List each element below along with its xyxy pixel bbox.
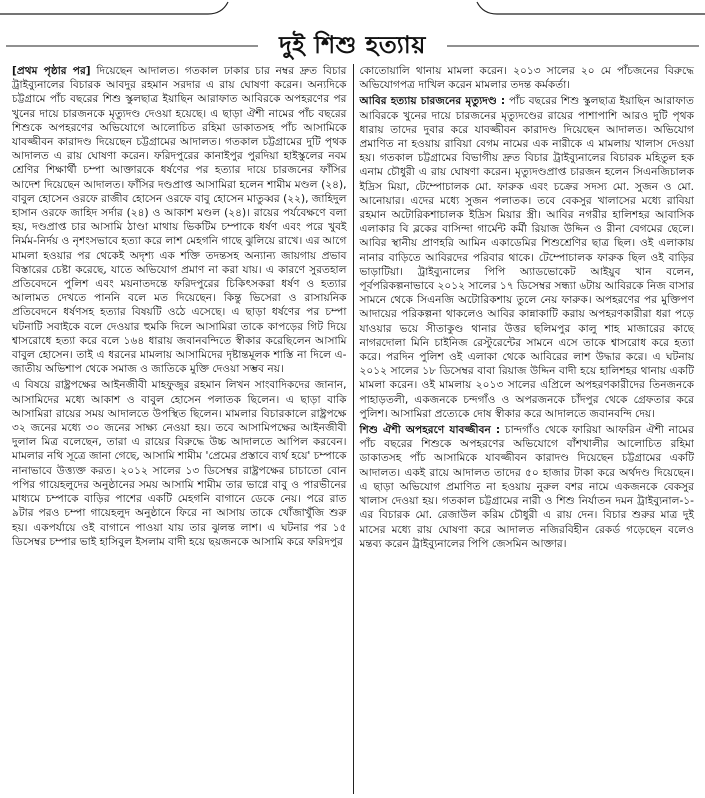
paragraph: কোতোয়ালি থানায় মামলা করেন। ২০১৩ সালের ২০ মে পাঁচজনের বিরুদ্ধে অভিযোগপত্র দাখিল করেন মামলার তদন্ত কর্মকর্তা। (359, 65, 694, 92)
paragraph-text: দিয়েছেন আদালত। গতকাল ঢাকার চার নম্বর দ্রুত বিচার ট্রাইব্যুনালের বিচারক আবদুর রহমান সরদার এ রায় ঘোষণা করেন। অন্যদিকে চট্টগ্রামে পাঁচ বছরের শিশু স্কুলছাত্র ইয়াছিন আরাফাত আবিরকে অপহরণের পর খুনের দায়ে চারজনকে মৃত্যুদণ্ড দেওয়া হয়েছে। এ ছাড়া ঐশী নামের পাঁচ বছরের শিশুকে অপহরণের অভিযোগে আলোচিত রহিমা ডাকাতসহ পাঁচ আসামিকে যাবজ্জীবন কারাদণ্ড দিয়েছেন চট্টগ্রামের আদালত। গতকাল চট্টগ্রামের দুটি পৃথক আদালত এ রায় ঘোষণা করেন। ফরিদপুরের কানাইপুর পুরদিয়া হাইস্কুলের নবম শ্রেণির শিক্ষার্থী চম্পা আক্তারকে ধর্ষণের পর হত্যার দায়ে চারজনের ফাঁসির আদেশ দিয়েছেন আদালত। ফাঁসির দণ্ডপ্রাপ্ত আসামিরা হলেন শামীম মণ্ডল (২৪), বাবুল হোসেন ওরফে রাজীব হোসেন ওরফে বাবু হোসেন মাতুব্বর (২২), জাহিদুল হাসান ওরফে জাহিদ সর্দার (২৪) ও আকাশ মণ্ডল (২৪)। রায়ের পর্যবেক্ষণে বলা হয়, দণ্ডপ্রাপ্ত চার আসামি ঠাণ্ডা মাথায় ভিকটিম চম্পাকে ধর্ষণ এবং পরে খুবই নির্মম-নির্দয় ও নৃশংসভাবে হত্যা করে লাশ মেহগনি গাছে ঝুলিয়ে রাখে। এর আগে মামলা হওয়ার পর থেকেই অদৃশ্য এক শক্তি তদন্তসহ অন্যান্য জায়গায় প্রভাব বিস্তারের চেষ্টা করেছে, যাতে অভিযোগ প্রমাণ না করা যায়। এ কারণে সুরতহাল প্রতিবেদনে পুলিশ এবং ময়নাতদন্তে ফরিদপুরের চিকিৎসকরা ধর্ষণ ও হত্যার আলামত দেখতে পাননি বলে মত দিয়েছেন। কিন্তু ভিসেরা ও রাসায়নিক প্রতিবেদনে ধর্ষণসহ হত্যার বিষয়টি ওঠে এসেছে। এ ছাড়া ধর্ষণের পর চম্পা ঘটনাটি সবাইকে বলে দেওয়ার হুমকি দিলে আসামিরা তাকে কাপড়ের গিট দিয়ে শ্বাসরোধে হত্যা করে বলে ১৬৪ ধারায় জবানবন্দিতে স্বীকার করেছিলেন আসামি বাবুল হোসেন। তাই এ ধরনের মামলায় আসামিদের দৃষ্টান্তমূলক শাস্তি না দিলে এ-জাতীয় অভিশাপ থেকে সমাজ ও জাতিকে মুক্তি দেওয়া সম্ভব নয়। (12, 65, 347, 376)
article-headline: দুই শিশু হত্যায় (279, 30, 426, 59)
continuation-tag: [প্রথম পৃষ্ঠার পর] (12, 65, 91, 77)
paragraph-text: চান্দগাঁও থেকে ফারিয়া আফরিন ঐশী নামের পাঁচ বছরের শিশুকে অপহরণের অভিযোগে বাঁশখালীর আলোচিত রহিমা ডাকাতসহ পাঁচ আসামিকে যাবজ্জীবন কারাদণ্ড দিয়েছেন চট্টগ্রামের একটি আদালত। একই রায়ে আদালত তাদের ৫০ হাজার টাকা করে অর্থদণ্ড দিয়েছেন। এ ছাড়া অভিযোগ প্রমাণিত না হওয়ায় নুরুল বশর নামে একজনকে বেকসুর খালাস দেওয়া হয়। গতকাল চট্টগ্রামের নারী ও শিশু নির্যাতন দমন ট্রাইব্যুনাল-১-এর বিচারক মো. রেজাউল করিম চৌধুরী এ রায় দেন। বিচার শুরুর মাত্র দুই মাসের মধ্যে রায় ঘোষণা করে আদালত নজিরবিহীন রেকর্ড গড়েছেন বলেও মন্তব্য করেন ট্রাইব্যুনালের পিপি জেসমিন আক্তার। (359, 424, 694, 550)
section-subhead: আবির হত্যায় চারজনের মৃত্যুদণ্ড : (359, 95, 506, 108)
section-subhead: শিশু ঐশী অপহরণে যাবজ্জীবন : (359, 424, 501, 437)
paragraph (12, 64, 347, 376)
paragraph (360, 94, 695, 421)
article-body (6, 64, 700, 794)
paragraph-text: পাঁচ বছরের শিশু স্কুলছাত্র ইয়াছিন আরাফাত আবিরকে খুনের দায়ে চারজনের মৃত্যুদণ্ডের রায়ের পাশাপাশি আরও দুটি পৃথক ধারায় তাদের দুবার করে যাবজ্জীবন কারাদণ্ড দিয়েছেন আদালত। অভিযোগ প্রমাণিত না হওয়ায় রাবিয়া বেগম নামের এক নারীকে এ মামলায় খালাস দেওয়া হয়। গতকাল চট্টগ্রামের বিভাগীয় দ্রুত বিচার ট্রাইব্যুনালের বিচারক মহিতুল হক এনাম চৌধুরী এ রায় ঘোষণা করেন। মৃত্যুদণ্ডপ্রাপ্ত চারজন হলেন সিএনজিচালক ইদ্রিস মিয়া, টেম্পোচালক মো. ফারুক এবং চক্রের সদস্য মো. সুজন ও মো. আনোয়ার। এদের মধ্যে সুজন পলাতক। তবে বেকসুর খালাসের মধ্যে রাবিয়া রহমান অটোরিকশাচালক ইদ্রিস মিয়ার স্ত্রী। আবির নগরীর হালিশহর আবাসিক এলাকার বি ব্লকের বাসিন্দা গার্মেন্ট কর্মী রিয়াজ উদ্দিন ও রীনা বেগমের ছেলে। আবির স্থানীয় প্রাণহরি আমিন একাডেমির শিশুশ্রেণির ছাত্র ছিল। ওই এলাকায় নানার বাড়িতে আবিরদের পরিবার থাকে। টেম্পোচালক ফারুক ছিল ওই বাড়ির ভাড়াটিয়া। ট্রাইব্যুনালের পিপি অ্যাডভোকেট আইয়ুব খান বলেন, পূর্বপরিকল্পনাভাবে ২০১২ সালের ১৭ ডিসেম্বর সন্ধ্যা ৬টায় আবিরকে নিজ বাসার সামনে থেকে সিএনজি অটোরিকশায় তুলে নেয় ফারুক। অপহরণের পর মুক্তিপণ আদায়ের পরিকল্পনা থাকলেও আবির কান্নাকাটি করায় অপহরণকারীরা ধরা পড়ে যাওয়ার ভয়ে সীতাকুণ্ড থানার উত্তর ছলিমপুর কালু শাহ মাজারের কাছে নাগরদোলা মিনি চাইনিজ রেস্টুরেন্টের সামনে এসে তাকে শ্বাসরোধ করে হত্যা করে। পরদিন পুলিশ ওই এলাকা থেকে আবিরের লাশ উদ্ধার করে। এ ঘটনায় ২০১২ সালের ১৮ ডিসেম্বর বাবা রিয়াজ উদ্দিন বাদী হয়ে হালিশহর থানায় একটি মামলা করেন। ওই মামলায় ২০১৩ সালের এপ্রিলে অপহরণকারীদের তিনজনকে পাহাড়তলী, একজনকে চন্দগাঁও ও অপরজনকে চাঁদপুর থেকে গ্রেফতার করে পুলিশ। আসামিরা প্রত্যেকে দোষ স্বীকার করে আদালতে জবানবন্দি দেয়। (359, 95, 694, 420)
article-column-right (354, 64, 701, 794)
paragraph (360, 423, 695, 551)
article-column-left (6, 64, 354, 794)
paragraph: এ বিষয়ে রাষ্ট্রপক্ষের আইনজীবী মাহফুজুর রহমান লিখন সাংবাদিকদের জানান, আসামিদের মধ্যে আকাশ ও বাবুল হোসেন পলাতক ছিলেন। এ ছাড়া বাকি আসামিরা রায়ের সময় আদালতে উপস্থিত ছিলেন। মামলার বিচারকালে রাষ্ট্রপক্ষে ৩২ জনের মধ্যে ৩০ জনের সাক্ষ্য নেওয়া হয়। তবে আসামিপক্ষের আইনজীবী দুলাল মিত্র বলেছেন, তারা এ রায়ের বিরুদ্ধে উচ্চ আদালতে আপিল করবেন। মামলার নথি সূত্রে জানা গেছে, আসামি শামীম 'প্রেমের প্রস্তাবে ব্যর্থ হয়ে' চম্পাকে নানাভাবে উত্ত্যক্ত করত। ২০১২ সালের ১৩ ডিসেম্বর রাষ্ট্রপক্ষের চাচাতো বোন পপির গায়েহলুদের অনুষ্ঠানের সময় আসামি শামীম তার ভাগ্নে বাবু ও পারভীনের মাধ্যমে চম্পাকে বাড়ির পাশের একটি মেহগনি বাগানে ডেকে নেয়। পরে রাত ৯টার পরও চম্পা গায়েহলুদ অনুষ্ঠানে ফিরে না আসায় তাকে খোঁজাখুঁজি শুরু হয়। একপর্যায়ে ওই বাগানে পাওয়া যায় তার ঝুলন্ত লাশ। এ ঘটনার পর ১৫ ডিসেম্বর চম্পার ভাই হাসিবুল ইসলাম বাদী হয়ে ছয়জনকে আসামি করে ফরিদপুর (12, 379, 347, 548)
